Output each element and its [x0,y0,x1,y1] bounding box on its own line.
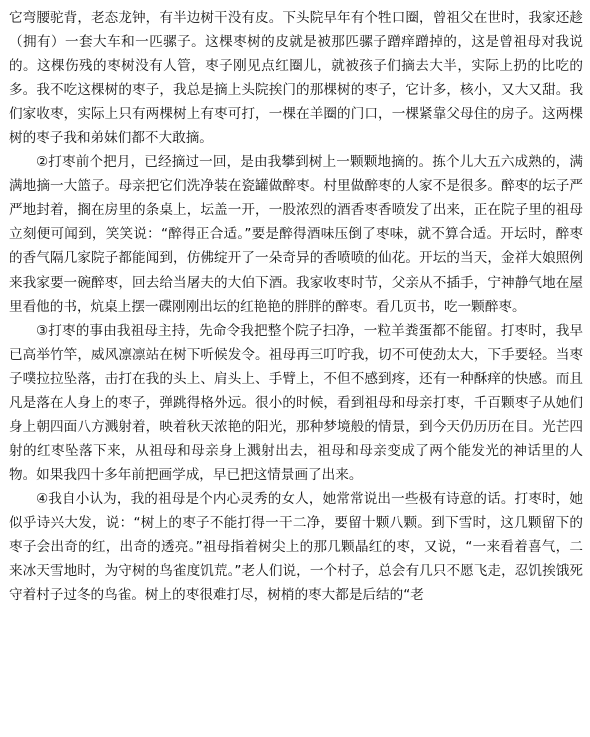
essay-text [9,6,583,607]
paragraph-3: ③打枣的事由我祖母主持，先命令我把整个院子扫净，一粒羊粪蛋都不能留。打枣时，我早已高举竹竿，威风凛凛站在树下听候发令。祖母再三叮咛我，切不可使劲太大，下手要轻。当枣子噗拉拉坠落，击打在我的头上、肩头上、手臂上，不但不感到疼，还有一种酥痒的快感。而且凡是落在人身上的枣子，弹跳得格外远。很小的时候，看到祖母和母亲打枣，千百颗枣子从她们身上朝四面八方溅射着，映着秋天浓艳的阳光，那种梦境般的情景，到今天仍历历在目。光芒四射的红枣坠落下来，从祖母和母亲身上溅射出去，祖母和母亲变成了两个能发光的神话里的人物。如果我四十多年前把画学成，早已把这情景画了出来。 [9,322,583,483]
paragraph-4: ④我自小认为，我的祖母是个内心灵秀的女人，她常常说出一些极有诗意的话。打枣时，她似乎诗兴大发，说：“树上的枣子不能打得一干二净，要留十颗八颗。到下雪时，这几颗留下的枣子会出奇的红，出奇的透亮。”祖母指着树尖上的那几颗晶红的枣，又说，“一来看着喜气，二来冰天雪地时，为守树的鸟雀度饥荒。”老人们说，一个村子，总会有几只不愿飞走，忍饥挨饿死守着村子过冬的鸟雀。树上的枣很难打尽，树梢的枣大都是后结的“老 [9,490,583,604]
paragraph-2: ②打枣前个把月，已经摘过一回，是由我攀到树上一颗颗地摘的。拣个儿大五六成熟的，满满地摘一大篮子。母亲把它们洗净装在瓷罐做醉枣。村里做醉枣的人家不是很多。醉枣的坛子严严地封着，搁在房里的条桌上，坛盖一开，一股浓烈的酒香枣香喷发了出来，正在院子里的祖母立刻便可闻到，笑笑说：“醉得正合适。”要是醉得酒味压倒了枣味，就不算合适。开坛时，醉枣的香气隔几家院子都能闻到，仿佛绽开了一朵奇异的香喷喷的仙花。开坛的当天，金祥大娘照例来我家要一碗醉枣，回去给当屠夫的大伯下酒。我家收枣时节，父亲从不插手，宁神静气地在屋里看他的书，炕桌上摆一碟刚刚出坛的红艳艳的胖胖的醉枣。看几页书，吃一颗醉枣。 [9,154,583,315]
paragraph-1: 它弯腰驼背，老态龙钟，有半边树干没有皮。下头院早年有个牲口圈，曾祖父在世时，我家还趁（拥有）一套大车和一匹骡子。这棵枣树的皮就是被那匹骡子蹭痒蹭掉的，这是曾祖母对我说的。这棵伤残的枣树没有人管，枣子刚见点红圈儿，就被孩子们摘去大半，实际上扔的比吃的多。我不吃这棵树的枣子，我总是摘上头院挨门的那棵树的枣子，它计多，核小，又大又甜。我们家收枣，实际上只有两棵树上有枣可打，一棵在羊圈的门口，一棵紧靠父母住的房子。这两棵树的枣子我和弟妹们都不大敢摘。 [9,10,583,147]
